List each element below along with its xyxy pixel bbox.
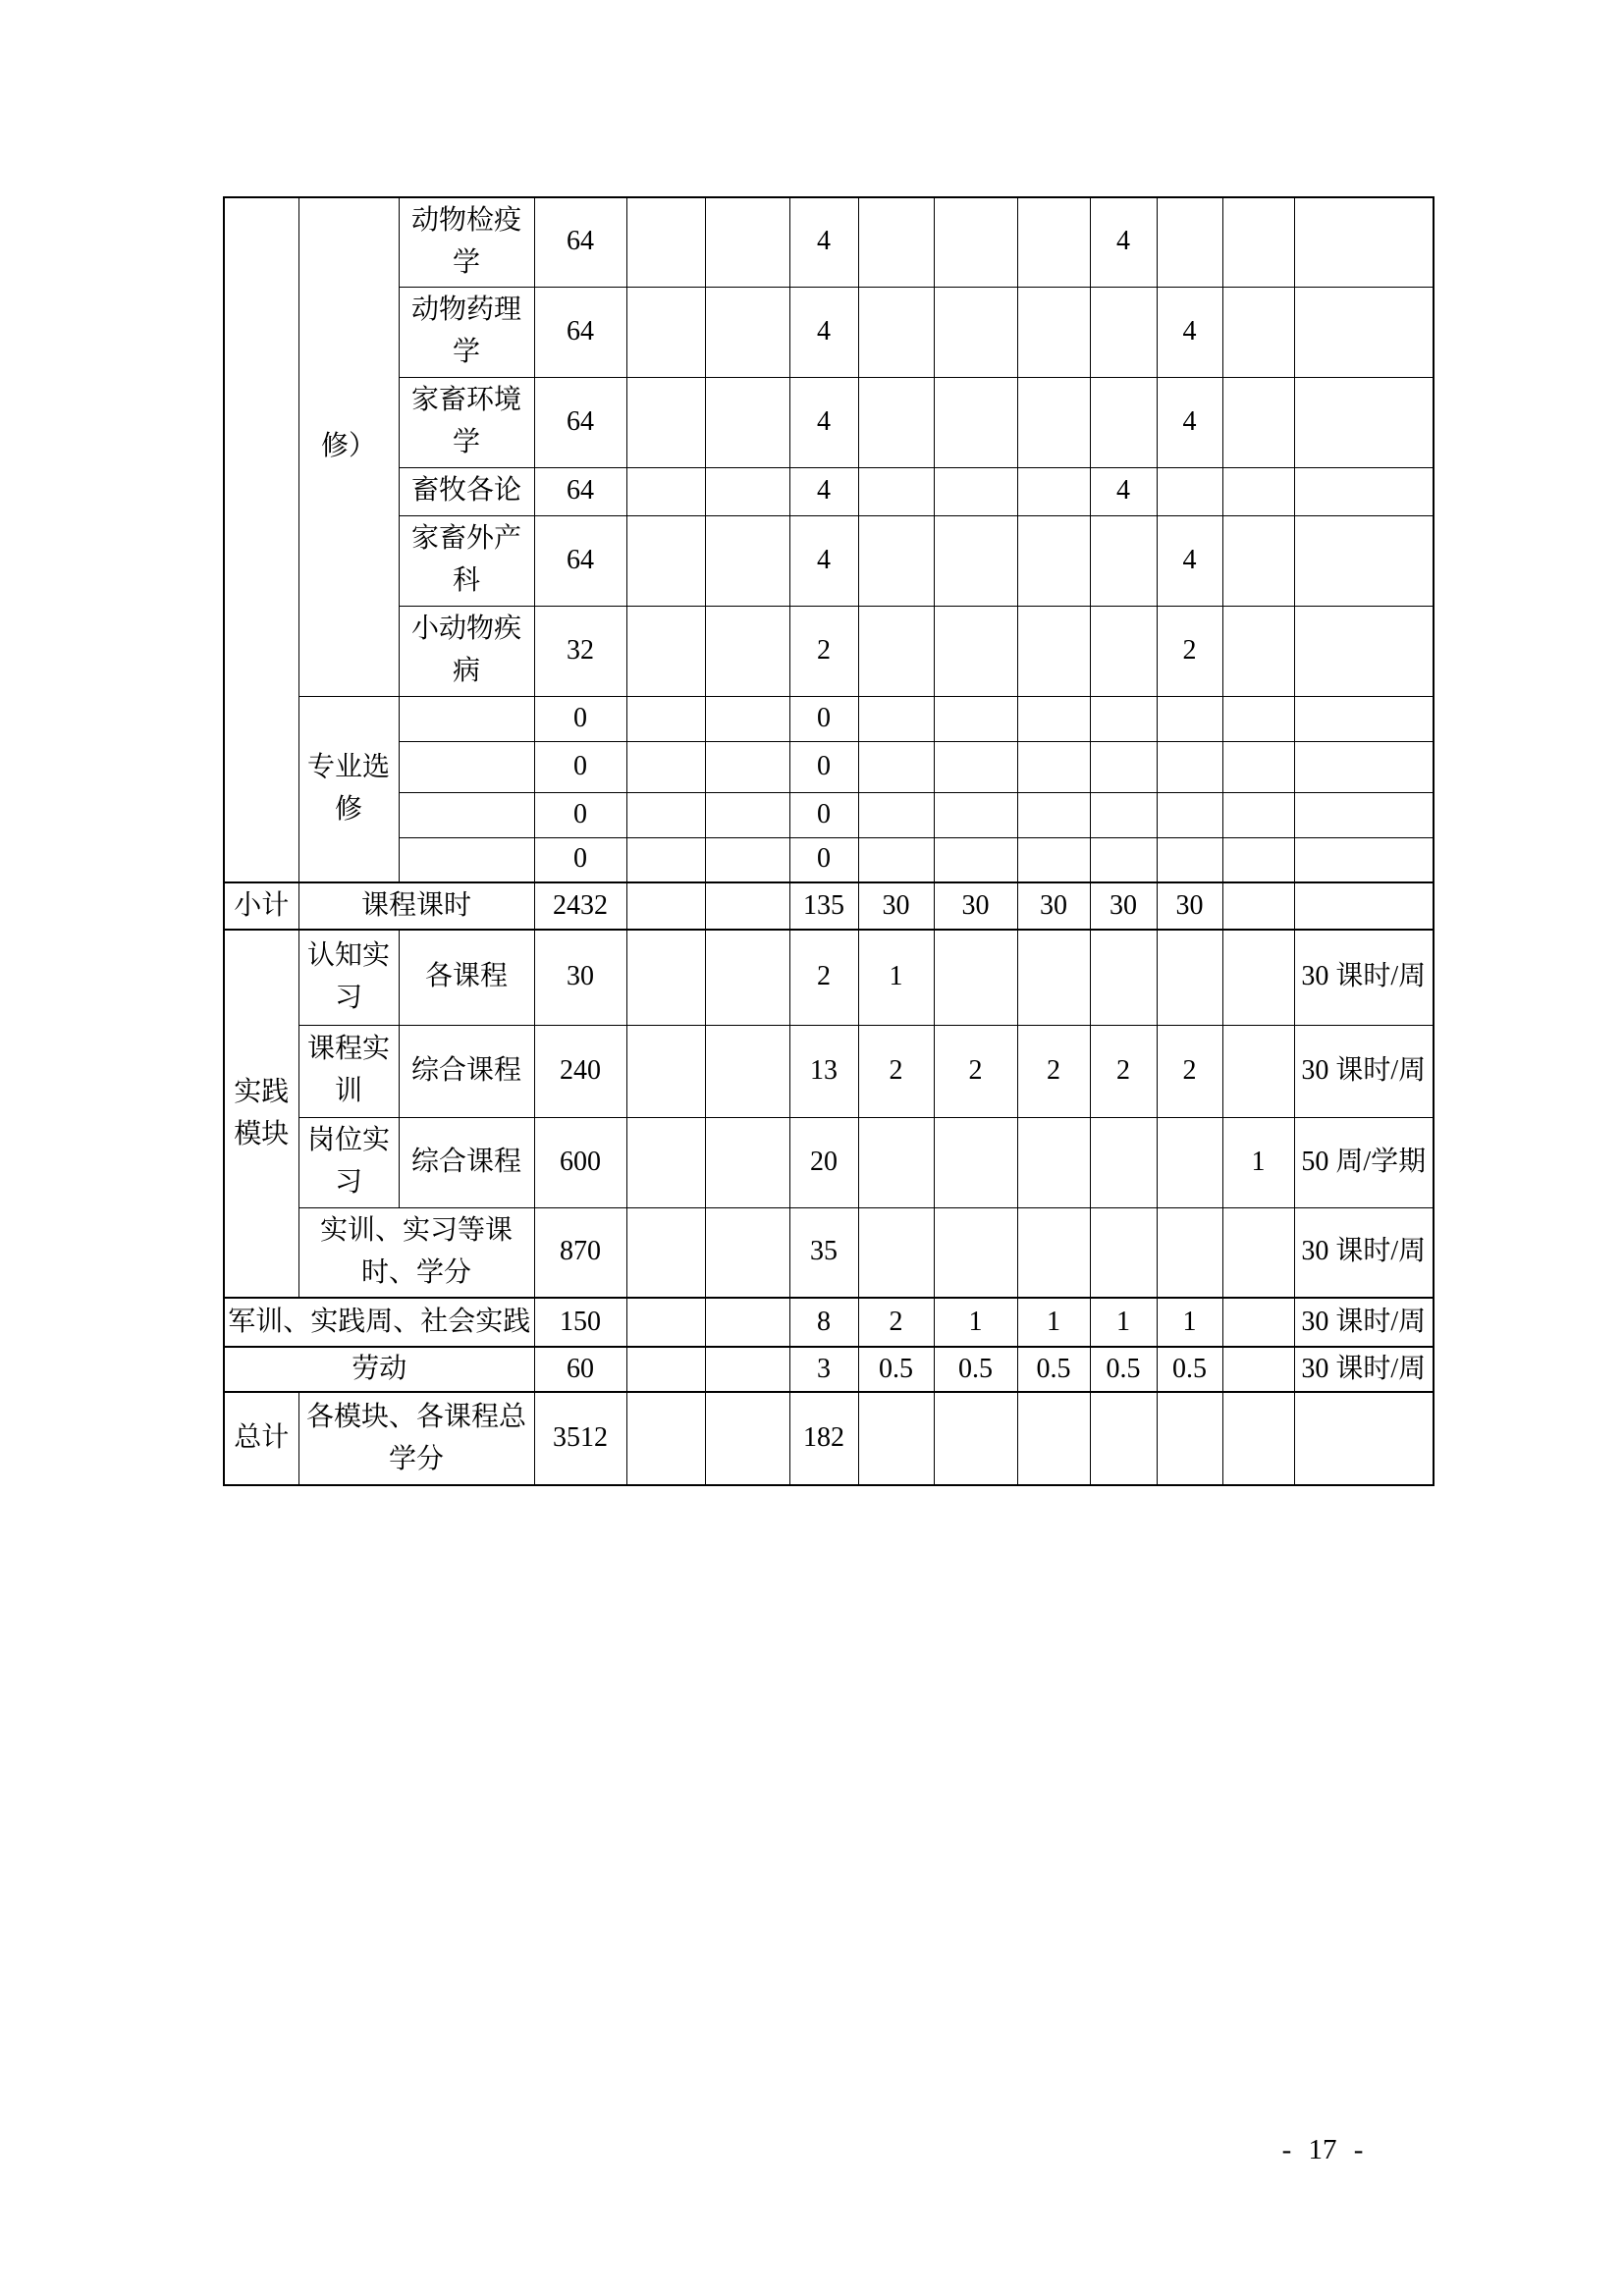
cell-sem1 bbox=[858, 837, 934, 882]
cell-sem3 bbox=[1017, 606, 1090, 696]
cell-empty bbox=[705, 882, 789, 930]
cell-credits: 2 bbox=[789, 930, 858, 1025]
cell-sem3: 0.5 bbox=[1017, 1347, 1090, 1392]
cell-sem1 bbox=[858, 467, 934, 515]
cell-empty bbox=[626, 837, 705, 882]
cell-empty bbox=[705, 930, 789, 1025]
cell-credits: 20 bbox=[789, 1117, 858, 1207]
cell-empty bbox=[705, 696, 789, 741]
cell-sem4 bbox=[1090, 837, 1157, 882]
cell-sem6 bbox=[1222, 1392, 1294, 1485]
cell-remark bbox=[1294, 741, 1434, 792]
cell-hours: 64 bbox=[534, 197, 626, 287]
cell-sem3 bbox=[1017, 197, 1090, 287]
cell-sem6 bbox=[1222, 837, 1294, 882]
cell-module-blank bbox=[224, 197, 298, 882]
cell-sem5 bbox=[1157, 1207, 1222, 1298]
cell-sem5 bbox=[1157, 1392, 1222, 1485]
cell-sem6 bbox=[1222, 287, 1294, 377]
cell-remark bbox=[1294, 377, 1434, 467]
cell-sem3 bbox=[1017, 515, 1090, 606]
cell-hours: 0 bbox=[534, 696, 626, 741]
cell-sem1: 2 bbox=[858, 1025, 934, 1117]
cell-sem2 bbox=[934, 741, 1017, 792]
cell-credits: 4 bbox=[789, 197, 858, 287]
cell-sem6 bbox=[1222, 1207, 1294, 1298]
cell-sem5: 1 bbox=[1157, 1298, 1222, 1347]
cell-sem4 bbox=[1090, 515, 1157, 606]
cell-sem6 bbox=[1222, 1298, 1294, 1347]
cell-credits: 0 bbox=[789, 696, 858, 741]
cell-empty bbox=[626, 467, 705, 515]
cell-credits: 4 bbox=[789, 377, 858, 467]
cell-limited-elective-tail: 修） bbox=[298, 197, 399, 696]
cell-credits: 3 bbox=[789, 1347, 858, 1392]
cell-remark bbox=[1294, 606, 1434, 696]
cell-course-name bbox=[399, 741, 534, 792]
cell-sem2 bbox=[934, 1207, 1017, 1298]
cell-sem5 bbox=[1157, 741, 1222, 792]
cell-sem1 bbox=[858, 741, 934, 792]
cell-sem4 bbox=[1090, 741, 1157, 792]
cell-practice-name: 认知实习 bbox=[298, 930, 399, 1025]
cell-sem6 bbox=[1222, 467, 1294, 515]
cell-sem3 bbox=[1017, 1392, 1090, 1485]
cell-sem5 bbox=[1157, 837, 1222, 882]
cell-empty bbox=[626, 930, 705, 1025]
cell-sem5: 2 bbox=[1157, 606, 1222, 696]
cell-sem2 bbox=[934, 197, 1017, 287]
cell-sem5 bbox=[1157, 930, 1222, 1025]
cell-subtotal-label: 小计 bbox=[224, 882, 298, 930]
cell-sem2 bbox=[934, 515, 1017, 606]
cell-remark bbox=[1294, 197, 1434, 287]
cell-remark bbox=[1294, 467, 1434, 515]
cell-sem2 bbox=[934, 696, 1017, 741]
cell-sem6 bbox=[1222, 696, 1294, 741]
cell-sem2 bbox=[934, 377, 1017, 467]
cell-credits: 4 bbox=[789, 287, 858, 377]
cell-sem6 bbox=[1222, 930, 1294, 1025]
cell-sem3 bbox=[1017, 741, 1090, 792]
cell-sem3 bbox=[1017, 837, 1090, 882]
cell-practice-name: 岗位实习 bbox=[298, 1117, 399, 1207]
cell-empty bbox=[626, 792, 705, 837]
cell-sem1 bbox=[858, 197, 934, 287]
cell-sem6 bbox=[1222, 792, 1294, 837]
cell-sem5 bbox=[1157, 197, 1222, 287]
cell-practice-module-label: 实践模块 bbox=[224, 930, 298, 1298]
cell-sem6 bbox=[1222, 377, 1294, 467]
cell-credits: 4 bbox=[789, 467, 858, 515]
cell-sem3 bbox=[1017, 467, 1090, 515]
cell-sem1: 2 bbox=[858, 1298, 934, 1347]
cell-hours: 2432 bbox=[534, 882, 626, 930]
cell-hours: 240 bbox=[534, 1025, 626, 1117]
cell-empty bbox=[705, 515, 789, 606]
cell-sem5 bbox=[1157, 467, 1222, 515]
cell-course-name bbox=[399, 792, 534, 837]
cell-sem1: 0.5 bbox=[858, 1347, 934, 1392]
cell-sem6: 1 bbox=[1222, 1117, 1294, 1207]
cell-hours: 3512 bbox=[534, 1392, 626, 1485]
cell-sem2 bbox=[934, 792, 1017, 837]
cell-empty bbox=[626, 515, 705, 606]
cell-course-name: 家畜环境学 bbox=[399, 377, 534, 467]
cell-sem4: 4 bbox=[1090, 197, 1157, 287]
cell-sem1 bbox=[858, 1392, 934, 1485]
cell-empty bbox=[705, 467, 789, 515]
cell-credits: 4 bbox=[789, 515, 858, 606]
cell-remark: 30 课时/周 bbox=[1294, 1207, 1434, 1298]
cell-sem3: 1 bbox=[1017, 1298, 1090, 1347]
cell-empty bbox=[626, 1207, 705, 1298]
cell-sem4 bbox=[1090, 287, 1157, 377]
cell-sem1 bbox=[858, 1117, 934, 1207]
cell-sem4: 0.5 bbox=[1090, 1347, 1157, 1392]
cell-total-title: 各模块、各课程总学分 bbox=[298, 1392, 534, 1485]
cell-course-name: 各课程 bbox=[399, 930, 534, 1025]
cell-empty bbox=[626, 197, 705, 287]
cell-remark: 50 周/学期 bbox=[1294, 1117, 1434, 1207]
cell-empty bbox=[626, 1298, 705, 1347]
cell-hours: 64 bbox=[534, 287, 626, 377]
cell-empty bbox=[705, 606, 789, 696]
cell-hours: 64 bbox=[534, 467, 626, 515]
cell-sem5: 30 bbox=[1157, 882, 1222, 930]
cell-sem6 bbox=[1222, 515, 1294, 606]
cell-sem4 bbox=[1090, 1207, 1157, 1298]
cell-remark: 30 课时/周 bbox=[1294, 1298, 1434, 1347]
cell-sem6 bbox=[1222, 741, 1294, 792]
cell-sem5: 4 bbox=[1157, 515, 1222, 606]
cell-hours: 0 bbox=[534, 741, 626, 792]
cell-sem3 bbox=[1017, 1207, 1090, 1298]
cell-sem4 bbox=[1090, 606, 1157, 696]
cell-sem4 bbox=[1090, 377, 1157, 467]
cell-empty bbox=[705, 377, 789, 467]
cell-course-name: 综合课程 bbox=[399, 1025, 534, 1117]
cell-remark: 30 课时/周 bbox=[1294, 1025, 1434, 1117]
cell-credits: 135 bbox=[789, 882, 858, 930]
cell-remark bbox=[1294, 287, 1434, 377]
cell-hours: 32 bbox=[534, 606, 626, 696]
cell-sem3 bbox=[1017, 696, 1090, 741]
cell-sem2 bbox=[934, 930, 1017, 1025]
cell-sem5: 2 bbox=[1157, 1025, 1222, 1117]
cell-sem3 bbox=[1017, 930, 1090, 1025]
cell-military-label: 军训、实践周、社会实践 bbox=[224, 1298, 534, 1347]
cell-total-label: 总计 bbox=[224, 1392, 298, 1485]
cell-sem3: 2 bbox=[1017, 1025, 1090, 1117]
cell-remark bbox=[1294, 792, 1434, 837]
cell-sem5: 4 bbox=[1157, 377, 1222, 467]
cell-sem3: 30 bbox=[1017, 882, 1090, 930]
cell-sem1 bbox=[858, 377, 934, 467]
cell-sem3 bbox=[1017, 287, 1090, 377]
cell-sem1 bbox=[858, 792, 934, 837]
cell-sem2 bbox=[934, 287, 1017, 377]
cell-hours: 600 bbox=[534, 1117, 626, 1207]
cell-sem6 bbox=[1222, 197, 1294, 287]
cell-sem6 bbox=[1222, 606, 1294, 696]
cell-course-name: 家畜外产科 bbox=[399, 515, 534, 606]
cell-hours: 0 bbox=[534, 792, 626, 837]
cell-empty bbox=[626, 287, 705, 377]
cell-empty bbox=[626, 1347, 705, 1392]
cell-course-name: 综合课程 bbox=[399, 1117, 534, 1207]
cell-credits: 2 bbox=[789, 606, 858, 696]
cell-practice-name: 课程实训 bbox=[298, 1025, 399, 1117]
cell-sem2 bbox=[934, 1117, 1017, 1207]
cell-credits: 0 bbox=[789, 741, 858, 792]
cell-remark bbox=[1294, 515, 1434, 606]
cell-sem2: 1 bbox=[934, 1298, 1017, 1347]
cell-sem4: 4 bbox=[1090, 467, 1157, 515]
cell-remark bbox=[1294, 1392, 1434, 1485]
cell-empty bbox=[626, 882, 705, 930]
cell-empty bbox=[626, 606, 705, 696]
cell-elective-label: 专业选修 bbox=[298, 696, 399, 882]
cell-empty bbox=[705, 197, 789, 287]
curriculum-table bbox=[223, 196, 1435, 1486]
cell-hours: 870 bbox=[534, 1207, 626, 1298]
cell-remark: 30 课时/周 bbox=[1294, 930, 1434, 1025]
cell-hours: 60 bbox=[534, 1347, 626, 1392]
cell-labor-label: 劳动 bbox=[224, 1347, 534, 1392]
cell-credits: 35 bbox=[789, 1207, 858, 1298]
cell-empty bbox=[705, 1117, 789, 1207]
cell-sem1: 30 bbox=[858, 882, 934, 930]
cell-credits: 8 bbox=[789, 1298, 858, 1347]
cell-empty bbox=[626, 1117, 705, 1207]
cell-sem1: 1 bbox=[858, 930, 934, 1025]
cell-credits: 182 bbox=[789, 1392, 858, 1485]
cell-sem4 bbox=[1090, 792, 1157, 837]
cell-credits: 0 bbox=[789, 792, 858, 837]
cell-sem3 bbox=[1017, 792, 1090, 837]
cell-sem1 bbox=[858, 1207, 934, 1298]
cell-sem2: 30 bbox=[934, 882, 1017, 930]
cell-empty bbox=[705, 1207, 789, 1298]
cell-empty bbox=[705, 287, 789, 377]
cell-empty bbox=[705, 837, 789, 882]
cell-empty bbox=[705, 1392, 789, 1485]
cell-course-name bbox=[399, 837, 534, 882]
cell-empty bbox=[626, 741, 705, 792]
cell-remark bbox=[1294, 696, 1434, 741]
cell-sem4 bbox=[1090, 1117, 1157, 1207]
cell-empty bbox=[626, 1392, 705, 1485]
cell-hours: 150 bbox=[534, 1298, 626, 1347]
cell-hours: 64 bbox=[534, 377, 626, 467]
cell-empty bbox=[705, 741, 789, 792]
cell-hours: 30 bbox=[534, 930, 626, 1025]
cell-hours: 64 bbox=[534, 515, 626, 606]
cell-credits: 0 bbox=[789, 837, 858, 882]
cell-course-name bbox=[399, 696, 534, 741]
cell-sem6 bbox=[1222, 882, 1294, 930]
cell-sem1 bbox=[858, 606, 934, 696]
cell-sem5: 0.5 bbox=[1157, 1347, 1222, 1392]
cell-subtotal-title: 课程课时 bbox=[298, 882, 534, 930]
cell-sem5: 4 bbox=[1157, 287, 1222, 377]
cell-sem4 bbox=[1090, 696, 1157, 741]
cell-empty bbox=[626, 696, 705, 741]
cell-sem1 bbox=[858, 696, 934, 741]
cell-sem1 bbox=[858, 515, 934, 606]
cell-sem2 bbox=[934, 467, 1017, 515]
cell-sem2 bbox=[934, 837, 1017, 882]
cell-sem4 bbox=[1090, 1392, 1157, 1485]
cell-course-name: 动物检疫学 bbox=[399, 197, 534, 287]
cell-hours: 0 bbox=[534, 837, 626, 882]
cell-sem4: 1 bbox=[1090, 1298, 1157, 1347]
cell-sem5 bbox=[1157, 1117, 1222, 1207]
cell-course-name: 动物药理学 bbox=[399, 287, 534, 377]
cell-empty bbox=[626, 377, 705, 467]
cell-practice-summary-label: 实训、实习等课时、学分 bbox=[298, 1207, 534, 1298]
cell-sem5 bbox=[1157, 696, 1222, 741]
page-number: - 17 - bbox=[1281, 2134, 1364, 2165]
cell-course-name: 畜牧各论 bbox=[399, 467, 534, 515]
cell-empty bbox=[705, 1298, 789, 1347]
cell-empty bbox=[705, 1025, 789, 1117]
cell-sem4: 2 bbox=[1090, 1025, 1157, 1117]
cell-sem1 bbox=[858, 287, 934, 377]
cell-sem2 bbox=[934, 606, 1017, 696]
cell-sem3 bbox=[1017, 1117, 1090, 1207]
cell-sem4: 30 bbox=[1090, 882, 1157, 930]
cell-sem4 bbox=[1090, 930, 1157, 1025]
cell-credits: 13 bbox=[789, 1025, 858, 1117]
cell-course-name: 小动物疾病 bbox=[399, 606, 534, 696]
cell-remark bbox=[1294, 837, 1434, 882]
cell-remark bbox=[1294, 882, 1434, 930]
cell-empty bbox=[626, 1025, 705, 1117]
cell-empty bbox=[705, 1347, 789, 1392]
cell-sem2: 2 bbox=[934, 1025, 1017, 1117]
cell-remark: 30 课时/周 bbox=[1294, 1347, 1434, 1392]
cell-sem2 bbox=[934, 1392, 1017, 1485]
cell-empty bbox=[705, 792, 789, 837]
cell-sem2: 0.5 bbox=[934, 1347, 1017, 1392]
cell-sem3 bbox=[1017, 377, 1090, 467]
cell-sem5 bbox=[1157, 792, 1222, 837]
cell-sem6 bbox=[1222, 1025, 1294, 1117]
cell-sem6 bbox=[1222, 1347, 1294, 1392]
